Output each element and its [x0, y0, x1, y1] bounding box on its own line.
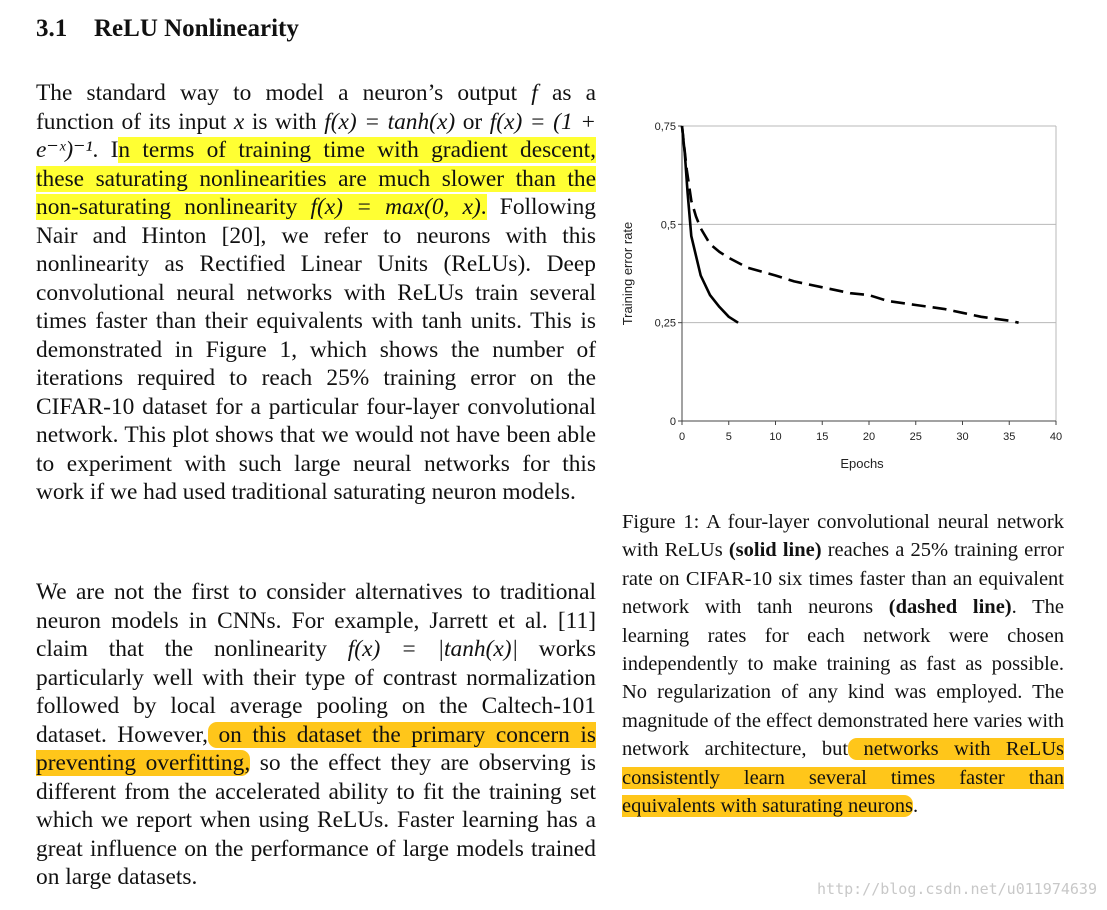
section-title: ReLU Nonlinearity	[94, 15, 299, 42]
para2-text-1: We are not the first to consider alternatives to traditional neuron models in CNNs. For example, Jarrett et al. [11] claim that the nonlinearity	[36, 579, 596, 662]
caption-text-3: . The learning rates for each network were chosen independently to make training as fast as possible. No regularization of any kind was employed. The magnitude of the effect demonstrated here varies with network architecture, but	[622, 596, 1064, 761]
x-tick-label: 25	[909, 431, 922, 443]
x-tick-label: 20	[862, 431, 876, 443]
section-heading	[36, 12, 299, 46]
x-axis-label: Epochs	[840, 456, 884, 471]
para1-text-2: as a function of its input	[36, 80, 596, 135]
figure-caption	[622, 508, 1064, 820]
caption-dashed-line-label: (dashed line)	[888, 596, 1012, 619]
y-tick-label: 0,5	[660, 219, 676, 232]
highlight-orange-overfitting[interactable]: on this dataset the primary concern is preventing overfitting,	[36, 721, 596, 776]
highlight-yellow-text: n terms of training time with gradient descent, these saturating nonlinearities are much slower than the non-saturating nonlinearity	[36, 137, 596, 220]
para2-text-3: so the effect they are observing is different from the accelerated ability to fit the training set which we report when using ReLUs. Faster learning has a great influence on the performance of large models trained on large datasets.	[36, 750, 596, 890]
para1-text-6: Following Nair and Hinton [20], we refer to neurons with this nonlinearity as Rectified Linear Units (ReLUs). Deep convolutional neural networks with ReLUs train several times faster than their equivalents with tanh units. This is demonstrated in Figure 1, which shows the number of iterations required to reach 25% training error on the CIFAR-10 dataset for a particular four-layer convolutional network. This plot shows that we would not have been able to experiment with such large neural networks for this work if we had used traditional saturating neuron models.	[36, 194, 596, 505]
y-tick-label: 0,25	[654, 317, 676, 330]
x-tick-label: 10	[769, 431, 782, 443]
caption-solid-line-label: (solid line)	[728, 539, 822, 562]
para1-math-f: f	[531, 80, 538, 106]
chart-plot-area	[620, 121, 1062, 471]
para2-text-2: works particularly well with their type of contrast normalization followed by local average pooling on the Caltech-101 dataset. However,	[36, 636, 596, 748]
chart-svg	[616, 110, 1076, 480]
x-tick-label: 5	[725, 431, 732, 443]
caption-highlight-text: networks with ReLUs consistently learn several times faster than equivalents with saturating neurons	[622, 738, 1064, 818]
section-number: 3.1	[36, 15, 68, 42]
figure-1-chart	[616, 110, 1076, 480]
para1-text-3: is with	[244, 108, 325, 135]
x-tick-label: 30	[956, 431, 969, 443]
x-tick-label: 35	[1003, 431, 1016, 443]
x-tick-label: 15	[816, 431, 829, 443]
highlight-yellow-end: .	[480, 194, 487, 220]
highlight-yellow-equation: f(x) = max(0, x)	[310, 194, 481, 220]
x-tick-label: 40	[1049, 431, 1063, 443]
para1-math-x: x	[233, 108, 245, 135]
caption-end: .	[912, 795, 919, 818]
para1-text-1: The standard way to model a neuron’s output	[36, 80, 532, 106]
paragraph-1	[36, 79, 596, 507]
x-tick-label: 0	[678, 431, 686, 443]
caption-lead: Figure 1:	[622, 511, 700, 533]
caption-text-1: A four-layer convolutional neural network with ReLUs	[622, 511, 1064, 562]
para1-text-5: . I	[92, 137, 119, 163]
watermark: http://blog.csdn.net/u011974639	[817, 880, 1097, 898]
para2-equation-abs-tanh: f(x) = |tanh(x)|	[347, 636, 519, 662]
y-tick-label: 0,75	[654, 121, 676, 133]
y-tick-label: 0	[669, 416, 676, 428]
para1-equation-tanh: f(x) = tanh(x)	[324, 108, 456, 135]
para1-equation-sigmoid: f(x) = (1 + e⁻ˣ)⁻¹	[36, 108, 597, 163]
paragraph-2	[36, 578, 596, 892]
y-axis-label: Training error rate	[620, 221, 635, 326]
caption-text-2: reaches a 25% training error rate on CIFAR-10 six times faster than an equivalent network with tanh neurons	[622, 539, 1064, 619]
para1-text-4: or	[455, 108, 490, 135]
